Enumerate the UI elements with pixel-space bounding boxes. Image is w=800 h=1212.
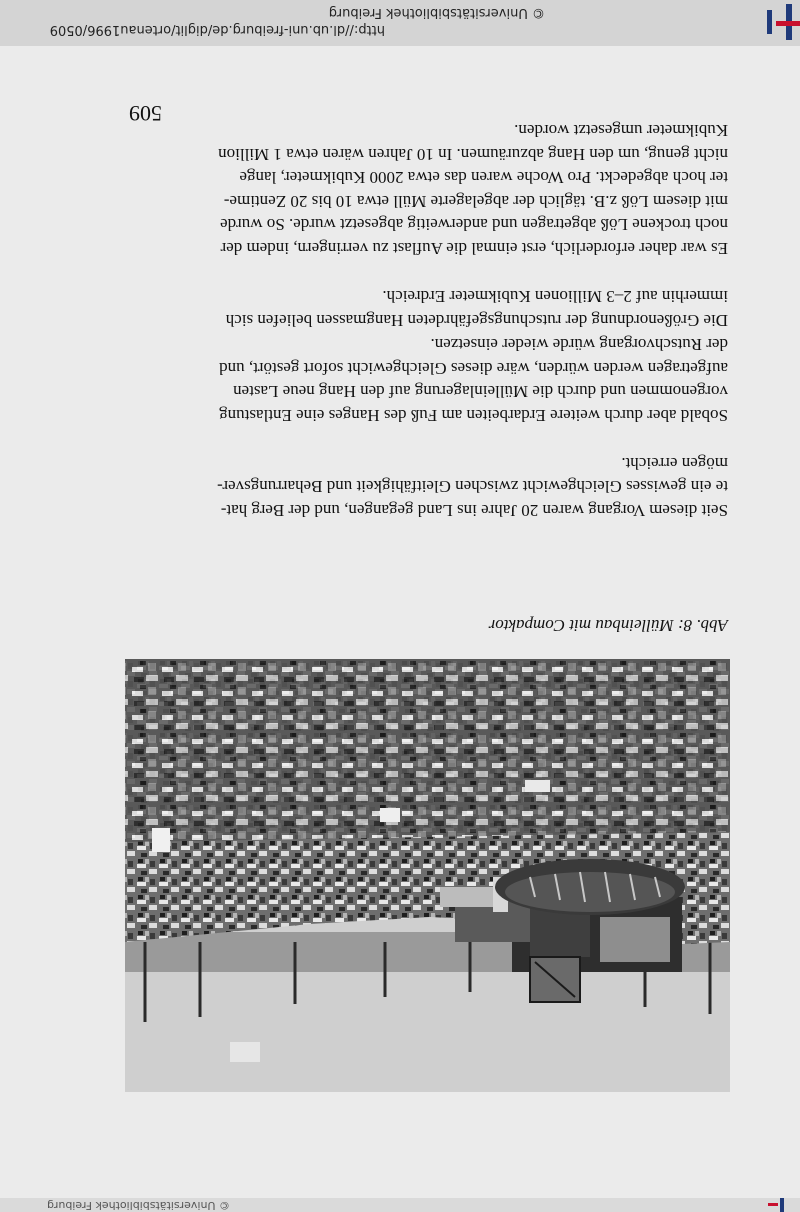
paragraph-line: ter hoch abgedeckt. Pro Woche waren das etwa 2000 Kubikmeter, lange	[239, 168, 728, 188]
university-logo-icon	[750, 2, 800, 42]
source-url-link[interactable]: http://dl.ub.uni-freiburg.de/diglit/ortenau1996/0509	[49, 22, 385, 37]
paragraph-line: noch trockene Löß abgetragen und anderweitig abgesetzt wurde. So wurde	[220, 215, 728, 235]
figure-caption: Abb. 8: Mülleinbau mit Compaktor	[488, 616, 728, 635]
page-number: 509	[129, 101, 162, 126]
paragraph-line: mögen erreicht.	[621, 454, 728, 473]
paragraph-line: Sobald aber durch weitere Erdarbeiten am Fuß des Hanges eine Entlastung	[219, 406, 728, 425]
paragraph-line: nicht genug, um den Hang abzuräumen. In 10 Jahren wären etwa 1 Million	[218, 145, 728, 164]
library-logo-icon	[760, 1198, 800, 1212]
paragraph-line: Seit diesem Vorgang waren 20 Jahre ins Land gegangen, und der Berg hat-	[220, 501, 728, 520]
paragraph-line: Kubikmeter umgesetzt worden.	[514, 121, 728, 141]
paragraph-1	[130, 452, 728, 523]
paragraph-4	[130, 119, 728, 260]
bleed-through-decoration	[130, 669, 728, 693]
paragraph-line: immerhin auf 2–3 Millionen Kubikmeter Erdreich.	[382, 287, 728, 307]
paragraph-2	[130, 333, 728, 427]
paragraph-3	[130, 285, 728, 332]
paragraph-line: der Rutschvorgang würde wieder einsetzen.	[430, 335, 728, 355]
paragraph-line: aufgetragen werden würden, wäre dieses Gleichgewicht sofort gestört, und	[219, 359, 728, 378]
compactor-photo	[125, 659, 730, 1092]
paragraph-line: te ein gewisses Gleichgewicht zwischen Gleitfähigkeit und Beharrungsver-	[217, 477, 728, 497]
paragraph-line: Es war daher erforderlich, erst einmal die Auflast zu verringern, indem der	[220, 239, 728, 258]
paragraph-line: vorgenommen und durch die Mülleinlagerung auf den Hang neue Lasten	[233, 382, 728, 402]
strip-copyright: © Universitätsbibliothek Freiburg	[47, 1199, 230, 1212]
paragraph-line: Die Größenordnung der rutschungsgefährdeten Hangmassen beliefen sich	[225, 311, 728, 330]
paragraph-line: mit diesem Löß z.B. täglich der abgelagerte Müll etwa 10 bis 20 Zentime-	[223, 192, 728, 211]
scan-top-strip	[0, 1198, 800, 1212]
copyright-notice: © Universitätsbibliothek Freiburg	[328, 5, 545, 20]
